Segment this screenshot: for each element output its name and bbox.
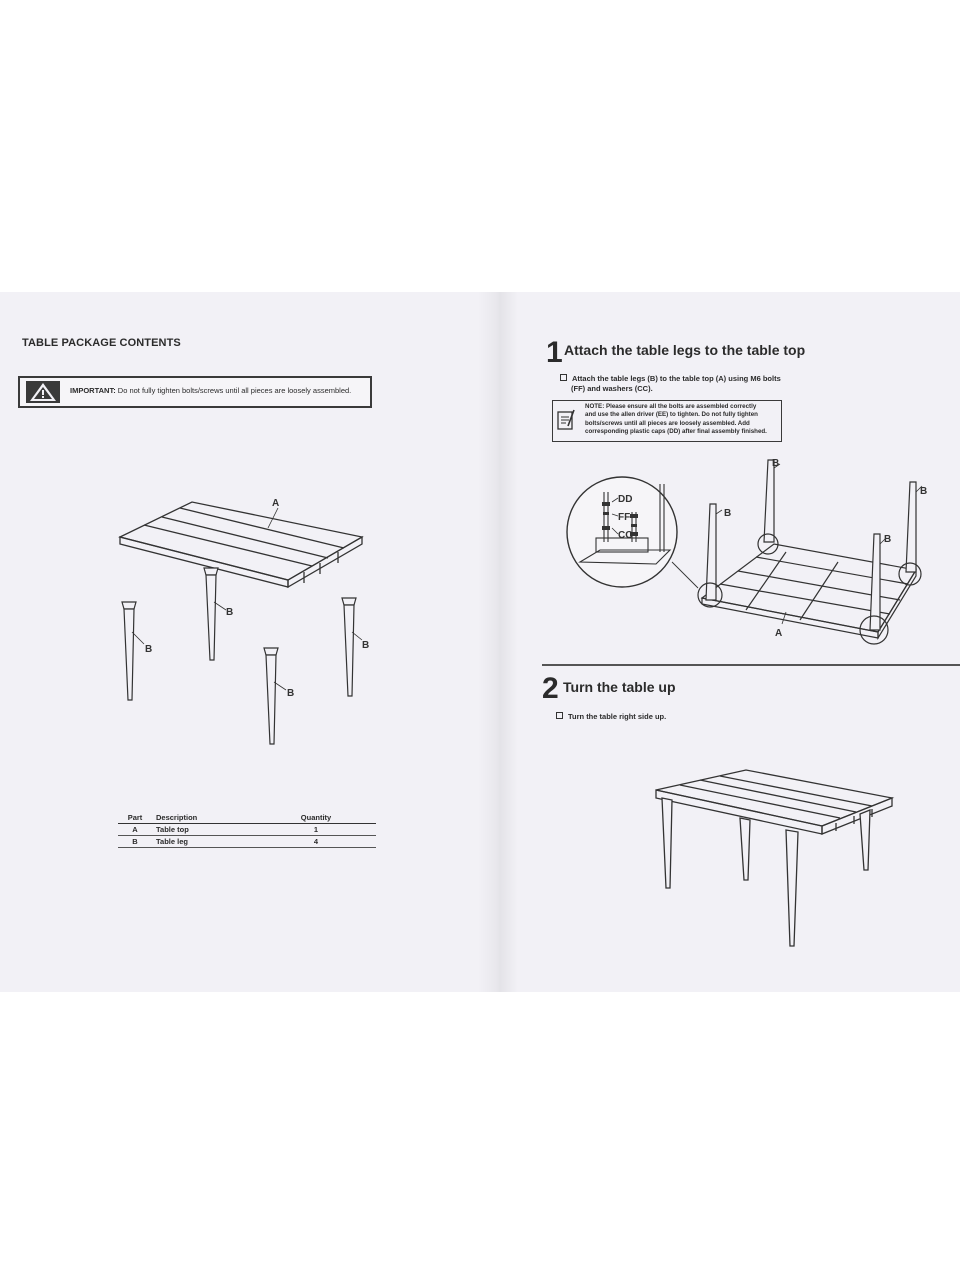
step1-bullet-line1: Attach the table legs (B) to the table top (A) using M6 bolts [572, 374, 781, 383]
upright-table-diagram [650, 762, 900, 952]
step2-number: 2 [542, 672, 559, 705]
label-b-leg4: B [362, 640, 370, 651]
upside-down-table-drawing [702, 544, 916, 638]
step1-title: Attach the table legs to the table top [564, 342, 806, 358]
row-quantity: 1 [256, 824, 376, 836]
note-pad-icon [557, 409, 575, 431]
bullet-square-icon [560, 374, 567, 381]
callout-b1: B [724, 508, 732, 519]
label-b-leg3: B [287, 688, 295, 699]
parts-table [118, 812, 376, 848]
label-a: A [272, 498, 280, 509]
header-part: Part [118, 812, 152, 824]
important-warning-box [18, 376, 372, 408]
table-top-drawing [120, 502, 362, 587]
step2-bullet: Turn the table right side up. [568, 712, 667, 721]
warning-triangle-icon [26, 381, 60, 403]
callout-b3: B [920, 486, 928, 497]
step1-assembly-diagram [560, 452, 960, 662]
table-row [118, 824, 376, 836]
step-divider [542, 664, 960, 666]
hardware-detail-view [567, 477, 677, 587]
step1-bullet-line2: (FF) and washers (CC). [571, 384, 653, 393]
step1-instruction [560, 374, 781, 394]
note-line3: bolts/screws until all pieces are loosely assembled. Add [585, 419, 750, 427]
note-line4: corresponding plastic caps (DD) after final assembly finished. [585, 428, 767, 436]
callout-b4: B [884, 534, 892, 545]
diagram-labels [145, 498, 369, 699]
label-b-leg2: B [226, 607, 234, 618]
page-fold [478, 292, 518, 992]
exploded-table-diagram [100, 492, 400, 762]
header-quantity: Quantity [256, 812, 376, 824]
row-part: B [118, 836, 152, 848]
table-leg-drawings [122, 568, 356, 744]
note-box [552, 400, 782, 442]
warning-text [70, 386, 351, 395]
row-description: Table leg [152, 836, 256, 848]
warning-message: Do not fully tighten bolts/screws until all pieces are loosely assembled. [117, 386, 352, 395]
label-b-leg1: B [145, 644, 153, 655]
package-contents-title: TABLE PACKAGE CONTENTS [22, 337, 181, 349]
step2-title: Turn the table up [563, 679, 676, 695]
note-text [585, 403, 781, 437]
step2-instruction [556, 712, 666, 722]
note-line1: Please ensure all the bolts are assembled correctly [605, 403, 757, 410]
upright-table-top [656, 770, 892, 834]
note-label: NOTE: [585, 403, 605, 410]
row-part: A [118, 824, 152, 836]
callout-ff: FF [618, 512, 631, 523]
row-description: Table top [152, 824, 256, 836]
bullet-square-icon [556, 712, 563, 719]
callout-a: A [775, 628, 783, 639]
warning-label: IMPORTANT: [70, 386, 116, 395]
step1-number: 1 [546, 336, 563, 369]
callout-dd: DD [618, 494, 633, 505]
table-row [118, 836, 376, 848]
header-description: Description [152, 812, 256, 824]
note-line2: and use the allen driver (EE) to tighten. Do not fully tighten [585, 411, 758, 419]
instruction-sheet [0, 292, 960, 992]
callout-cc: CC [618, 530, 633, 541]
callout-b2: B [772, 458, 780, 469]
row-quantity: 4 [256, 836, 376, 848]
upright-table-legs [662, 798, 870, 946]
parts-table-header [118, 812, 376, 824]
